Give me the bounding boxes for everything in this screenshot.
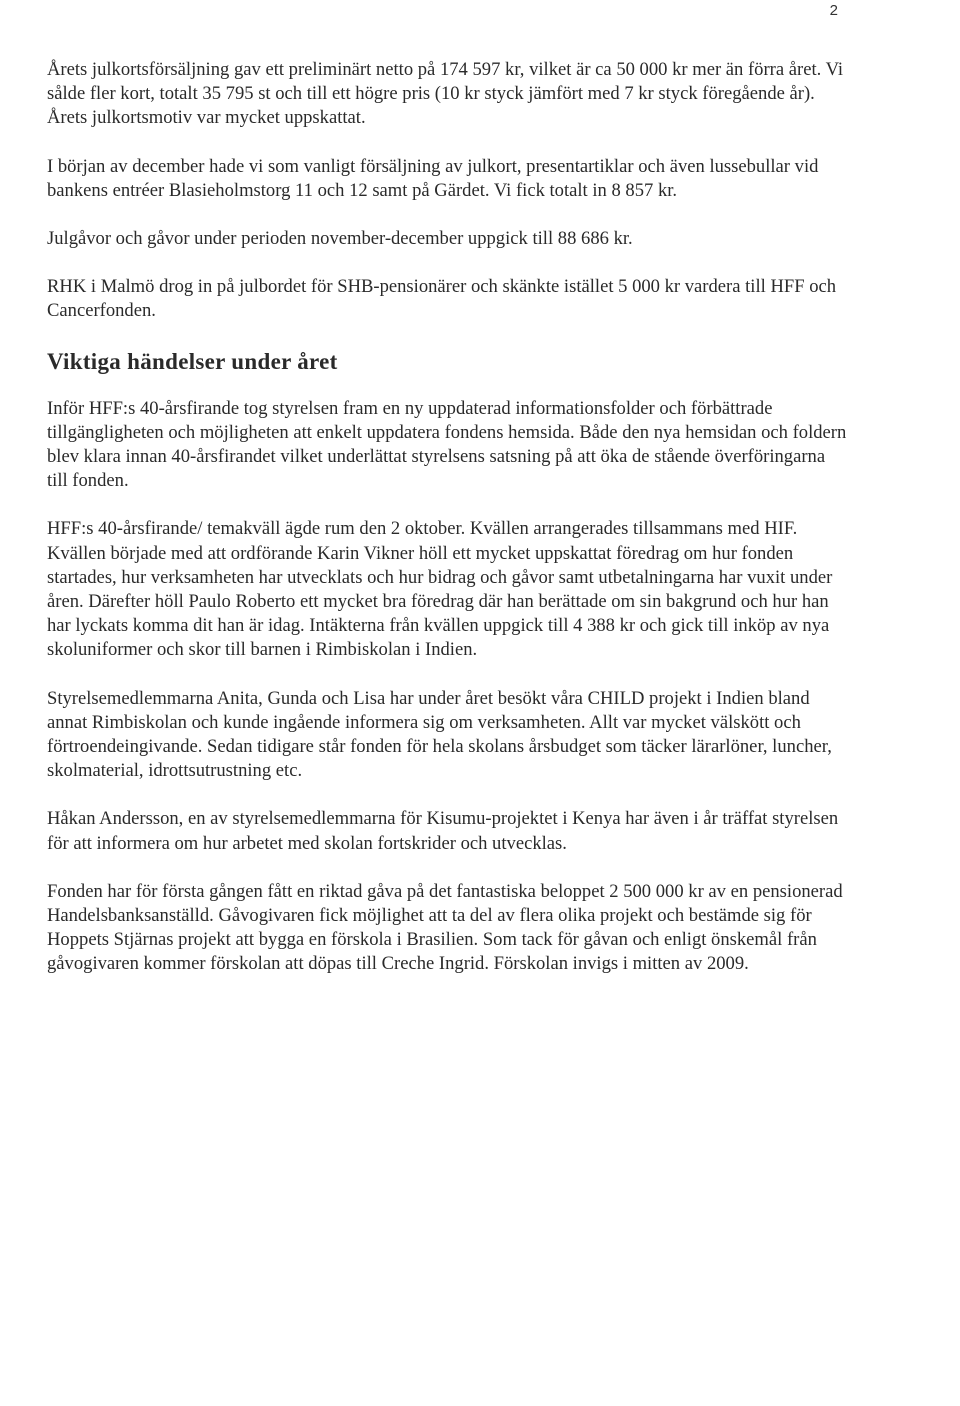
paragraph-december-sales: I början av december hade vi som vanligt försäljning av julkort, presentartiklar och även lussebullar vid bankens entréer Blasieholmstorg 11 och 12 samt på Gärdet. Vi fick totalt in 8 857 kr. (47, 155, 819, 201)
section-heading: Viktiga händelser under året (47, 348, 338, 374)
page-number: 2 (829, 2, 838, 19)
paragraph-donation: Fonden har för första gången fått en riktad gåva på det fantastiska beloppet 2 500 000 kr av en pensionerad Handelsbanksanställd. Gåvogivaren fick möjlighet att ta del av flera olika projekt och bestämde sig för Hoppets Stjärnas projekt att bygga en förskola i Brasilien. Som tack för gåvan och enligt önskemål från gåvogivaren kommer förskolan att döpas till Creche Ingrid. Förskolan invigs i mitten av 2009. (47, 880, 843, 975)
document-body (47, 58, 847, 977)
paragraph-india-visit: Styrelsemedlemmarna Anita, Gunda och Lisa har under året besökt våra CHILD projekt i Indien bland annat Rimbiskolan och kunde ingående informera sig om verksamheten. Allt var mycket välskött och förtroendeingivande. Sedan tidigare står fonden för hela skolans årsbudget som täcker lärarlöner, luncher, skolmaterial, idrottsutrustning etc. (47, 687, 832, 782)
paragraph-kenya-project: Håkan Andersson, en av styrelsemedlemmarna för Kisumu-projektet i Kenya har även i år träffat styrelsen för att informera om hur arbetet med skolan fortskrider och utvecklas. (47, 808, 839, 854)
paragraph-rhk-malmo: RHK i Malmö drog in på julbordet för SHB-pensionärer och skänkte istället 5 000 kr vardera till HFF och Cancerfonden. (47, 276, 837, 322)
paragraph-info-folder: Inför HFF:s 40-årsfirande tog styrelsen fram en ny uppdaterad informationsfolder och förbättrade tillgängligheten och möjligheten att enkelt uppdatera fondens hemsida. Både den nya hemsidan och foldern blev klara innan 40-årsfirandet vilket underlättat styrelsens satsning på att öka de stående överföringarna till fonden. (47, 397, 847, 492)
paragraph-julkort-sales: Årets julkortsförsäljning gav ett preliminärt netto på 174 597 kr, vilket är ca 50 000 kr mer än förra året. Vi sålde fler kort, totalt 35 795 st och till ett högre pris (10 kr styck jämfört med 7 kr styck föregående år). Årets julkortsmotiv var mycket uppskattat. (47, 59, 844, 129)
paragraph-anniversary-evening: HFF:s 40-årsfirande/ temakväll ägde rum den 2 oktober. Kvällen arrangerades tillsammans med HIF. Kvällen började med att ordförande Karin Vikner höll ett mycket uppskattat föredrag om hur fonden startades, hur verksamheten har utvecklats och hur bidrag och gåvor samt utbetalningarna har vuxit under åren. Därefter höll Paulo Roberto ett mycket bra föredrag där han berättade om sin bakgrund och hur han har lyckats komma dit han är idag. Intäkterna från kvällen uppgick till 4 388 kr och gick till inköp av nya skoluniformer och skor till barnen i Rimbiskolan i Indien. (47, 518, 833, 661)
paragraph-christmas-gifts: Julgåvor och gåvor under perioden november-december uppgick till 88 686 kr. (47, 228, 633, 250)
